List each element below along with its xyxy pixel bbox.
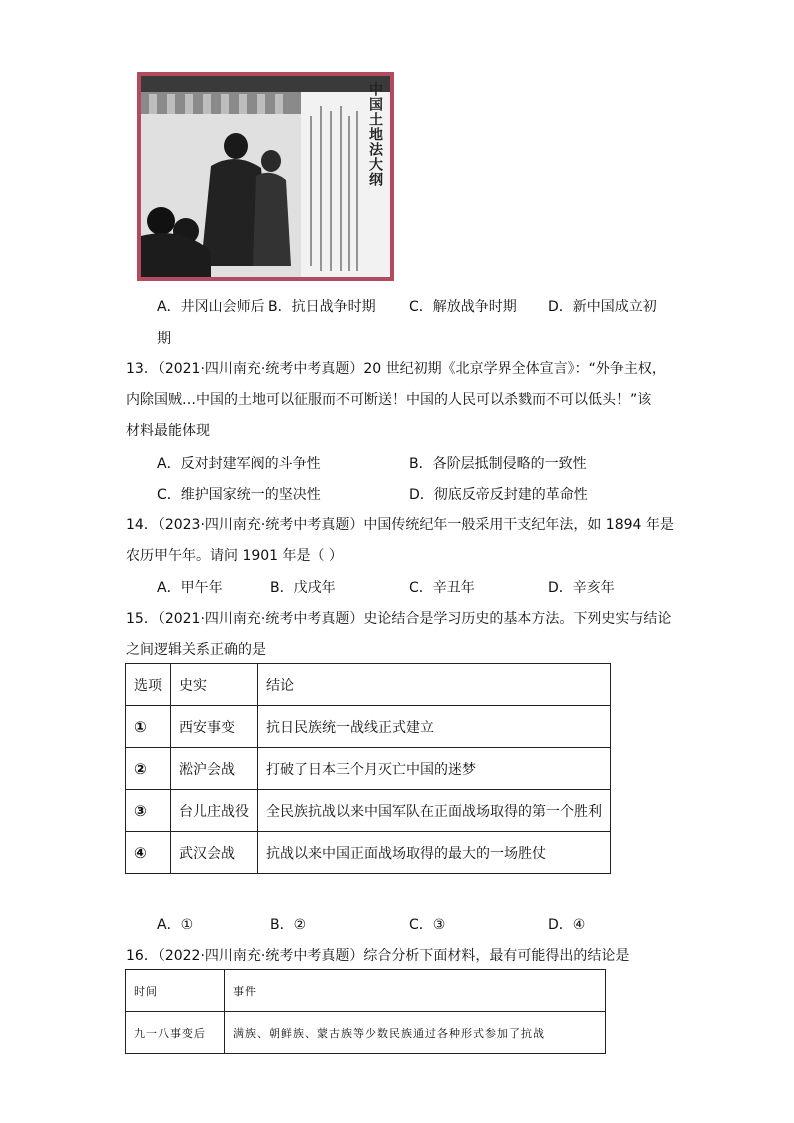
table-cell-conclusion: 全民族抗战以来中国军队在正面战场取得的第一个胜利 xyxy=(258,790,611,832)
q12-option-wrap: 期 xyxy=(157,331,171,347)
table-row xyxy=(126,790,611,832)
q13-option-b[interactable]: B．各阶层抵制侵略的一致性 xyxy=(409,456,587,472)
land-law-photo xyxy=(137,72,394,281)
table-cell-event: 满族、朝鲜族、蒙古族等少数民族通过各种形式参加了抗战 xyxy=(225,1012,606,1054)
q12-option-a[interactable]: A．井冈山会师后 xyxy=(157,299,265,315)
table-cell-fact: 台儿庄战役 xyxy=(171,790,258,832)
q15-stem-line1: 15．（2021·四川南充·统考中考真题）史论结合是学习历史的基本方法。下列史实与结论 xyxy=(126,611,672,627)
table-row xyxy=(126,748,611,790)
table-row xyxy=(126,832,611,874)
q15-option-b[interactable]: B．② xyxy=(270,917,307,933)
table-cell-option: ④ xyxy=(126,832,171,874)
q13-option-c[interactable]: C．维护国家统一的坚决性 xyxy=(157,487,321,503)
table-cell-fact: 西安事变 xyxy=(171,706,258,748)
q15-stem-line2: 之间逻辑关系正确的是 xyxy=(126,642,266,658)
q13-option-a[interactable]: A．反对封建军阀的斗争性 xyxy=(157,456,321,472)
table-cell-conclusion: 抗日民族统一战线正式建立 xyxy=(258,706,611,748)
q14-stem-line1: 14．（2023·四川南充·统考中考真题）中国传统纪年一般采用干支纪年法，如 1894 年是 xyxy=(126,517,674,533)
q15-table xyxy=(125,663,611,874)
q12-option-b[interactable]: B．抗日战争时期 xyxy=(268,299,376,315)
table-cell-option: ② xyxy=(126,748,171,790)
table-header-cell: 史实 xyxy=(171,664,258,706)
table-row xyxy=(126,706,611,748)
q14-stem-line2: 农历甲午年。请问 1901 年是（ ） xyxy=(126,548,343,564)
q13-stem-line3: 材料最能体现 xyxy=(126,423,210,439)
q15-option-c[interactable]: C．③ xyxy=(409,917,446,933)
table-header-cell: 时间 xyxy=(126,970,225,1012)
q16-table xyxy=(125,969,606,1054)
table-cell-option: ① xyxy=(126,706,171,748)
table-cell-time: 九一八事变后 xyxy=(126,1012,225,1054)
table-cell-option: ③ xyxy=(126,790,171,832)
q14-option-b[interactable]: B．戊戌年 xyxy=(270,580,336,596)
table-header-row xyxy=(126,664,611,706)
table-cell-fact: 武汉会战 xyxy=(171,832,258,874)
table-header-cell: 选项 xyxy=(126,664,171,706)
photo-caption: 中国土地法大纲 xyxy=(367,82,383,187)
table-header-cell: 结论 xyxy=(258,664,611,706)
q14-option-a[interactable]: A．甲午年 xyxy=(157,580,223,596)
table-header-row xyxy=(126,970,606,1012)
q12-option-c[interactable]: C．解放战争时期 xyxy=(409,299,517,315)
q13-stem-line1: 13．（2021·四川南充·统考中考真题）20 世纪初期《北京学界全体宣言》：“外争主权， xyxy=(126,361,666,377)
table-cell-conclusion: 打破了日本三个月灭亡中国的迷梦 xyxy=(258,748,611,790)
q15-option-a[interactable]: A．① xyxy=(157,917,194,933)
photo-illustration xyxy=(141,76,390,277)
q13-option-d[interactable]: D．彻底反帝反封建的革命性 xyxy=(409,487,588,503)
table-row xyxy=(126,1012,606,1054)
table-cell-fact: 淞沪会战 xyxy=(171,748,258,790)
q14-option-d[interactable]: D．辛亥年 xyxy=(548,580,615,596)
table-cell-conclusion: 抗战以来中国正面战场取得的最大的一场胜仗 xyxy=(258,832,611,874)
q13-stem-line2: 内除国贼…中国的土地可以征服而不可断送！中国的人民可以杀戮而不可以低头！”该 xyxy=(126,392,652,408)
table-header-cell: 事件 xyxy=(225,970,606,1012)
q12-option-d[interactable]: D．新中国成立初 xyxy=(548,299,657,315)
q14-option-c[interactable]: C．辛丑年 xyxy=(409,580,475,596)
q15-option-d[interactable]: D．④ xyxy=(548,917,586,933)
q16-stem-line1: 16．（2022·四川南充·统考中考真题）综合分析下面材料，最有可能得出的结论是 xyxy=(126,948,630,964)
